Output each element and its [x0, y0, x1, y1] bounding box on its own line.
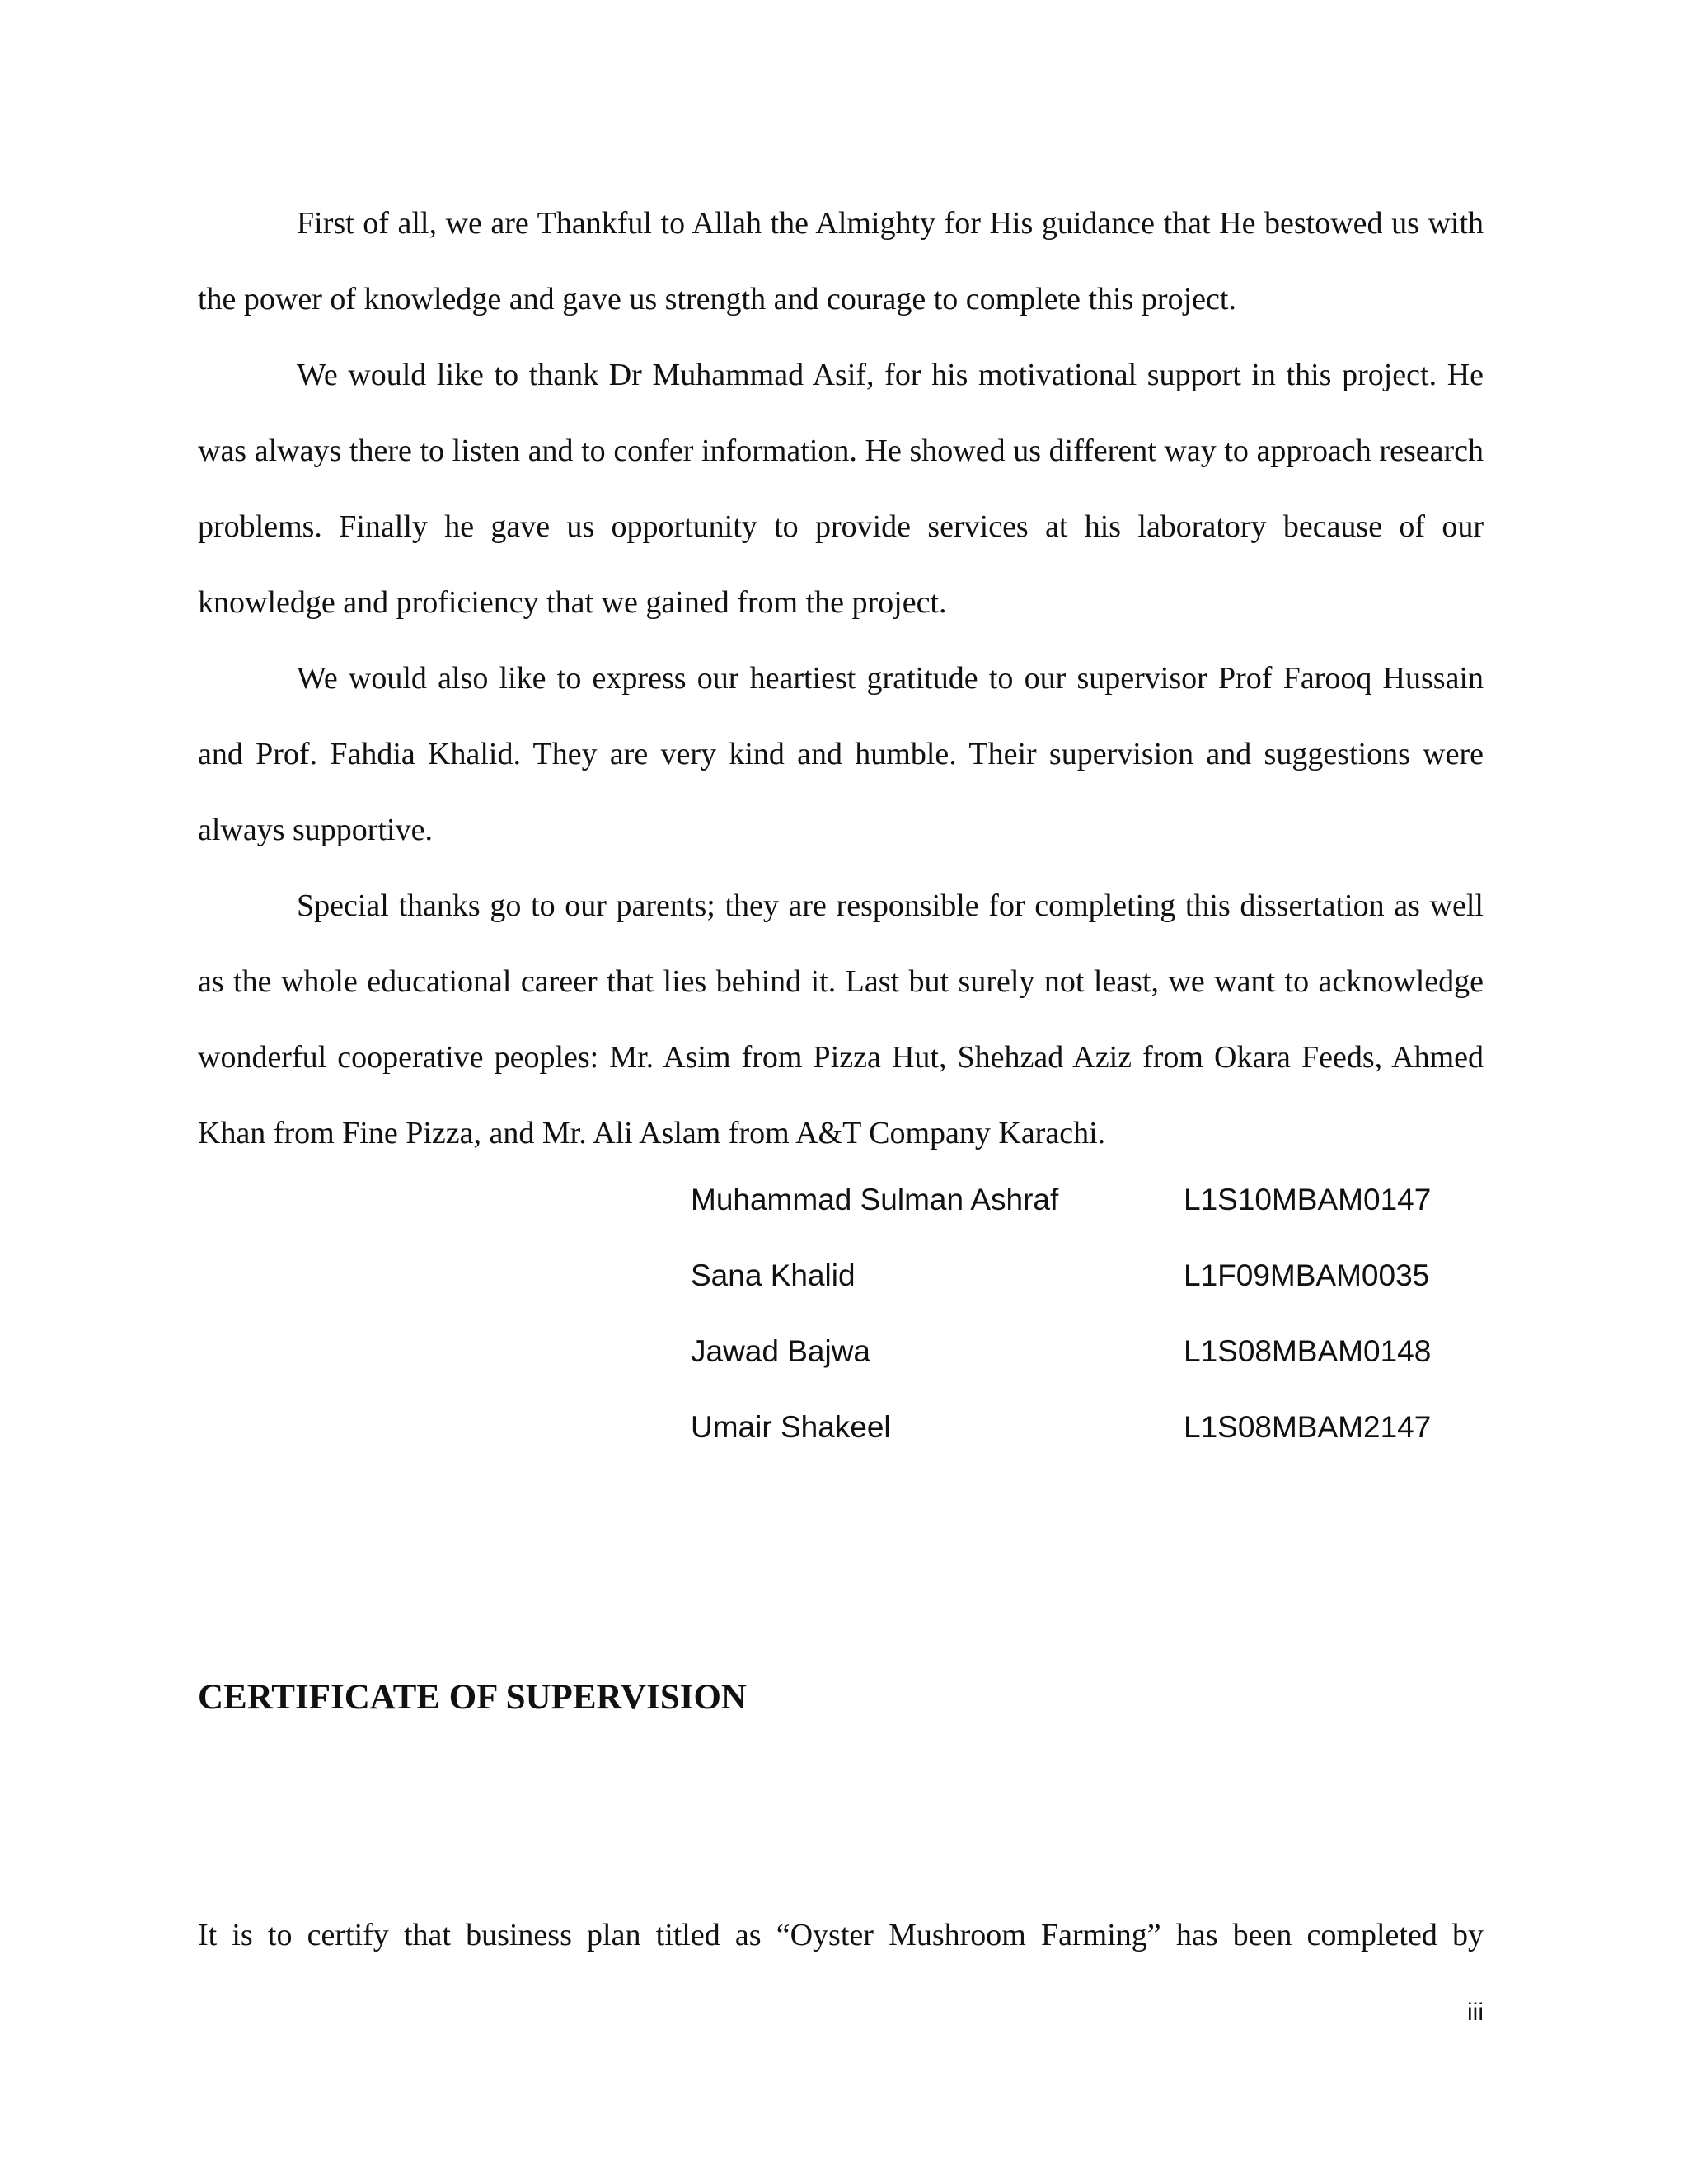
signatory-row	[691, 1314, 1457, 1390]
signatory-name: Jawad Bajwa	[691, 1334, 871, 1368]
acknowledgement-paragraph-1: First of all, we are Thankful to Allah the Almighty for His guidance that He bestowed us with the power of knowledge and gave us strength and courage to complete this project.	[198, 206, 1484, 316]
signatories-list	[691, 1162, 1457, 1465]
signatory-name: Umair Shakeel	[691, 1410, 891, 1444]
signatory-name: Sana Khalid	[691, 1258, 856, 1292]
acknowledgement-paragraph-2: We would like to thank Dr Muhammad Asif, for his motivational support in this project. He was always there to listen and to confer information. He showed us different way to approach research problems. Finally he gave us opportunity to provide services at his laboratory because of our knowledge and proficiency that we gained from the project.	[198, 358, 1484, 620]
signatory-id: L1F09MBAM0035	[1184, 1258, 1430, 1292]
certificate-heading: CERTIFICATE OF SUPERVISION	[198, 1678, 747, 1717]
page-number: iii	[1467, 1999, 1484, 2026]
acknowledgements-body	[198, 185, 1484, 1171]
signatory-id: L1S10MBAM0147	[1184, 1183, 1432, 1216]
acknowledgement-paragraph-4: Special thanks go to our parents; they are responsible for completing this dissertation as well as the whole educational career that lies behind it. Last but surely not least, we want to acknowledge wonderful cooperative peoples: Mr. Asim from Pizza Hut, Shehzad Aziz from Okara Feeds, Ahmed Khan from Fine Pizza, and Mr. Ali Aslam from A&T Company Karachi.	[198, 888, 1484, 1151]
signatory-row	[691, 1162, 1457, 1238]
signatory-id: L1S08MBAM2147	[1184, 1410, 1432, 1444]
signatory-id: L1S08MBAM0148	[1184, 1334, 1432, 1368]
acknowledgement-paragraph-3: We would also like to express our heartiest gratitude to our supervisor Prof Farooq Hussain and Prof. Fahdia Khalid. They are very kind and humble. Their supervision and suggestions were always supportive.	[198, 661, 1484, 847]
certificate-text: It is to certify that business plan titled as “Oyster Mushroom Farming” has been completed by	[198, 1918, 1484, 1952]
signatory-row	[691, 1390, 1457, 1465]
signatory-row	[691, 1238, 1457, 1314]
signatory-name: Muhammad Sulman Ashraf	[691, 1183, 1059, 1216]
